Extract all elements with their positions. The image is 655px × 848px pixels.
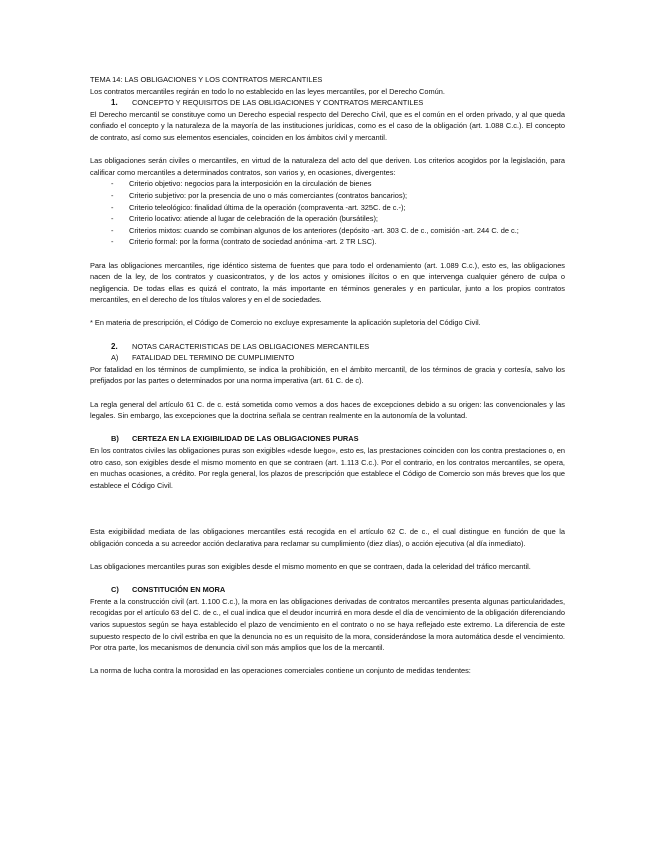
subsection-c-title: CONSTITUCIÓN EN MORA (132, 585, 226, 595)
subsection-b-letter: B) (111, 434, 119, 444)
subsection-b-title: CERTEZA EN LA EXIGIBILIDAD DE LAS OBLIGACIONES PURAS (132, 434, 359, 444)
section-1-paragraph-2: Las obligaciones serán civiles o mercantiles, en virtud de la naturaleza del acto del que deriven. Los criterios acogidos por la legislación, para calificar como mercantiles a determinados contratos, son varios y, en ocasiones, divergentes: (90, 156, 565, 177)
list-item: - Criterio subjetivo: por la presencia de uno o más comerciantes (contratos bancarios); (111, 190, 408, 200)
section-1-title: CONCEPTO Y REQUISITOS DE LAS OBLIGACIONES Y CONTRATOS MERCANTILES (132, 98, 424, 108)
list-item: - Criterio teleológico: finalidad última de la operación (compraventa -art. 325C. de c.-); (111, 202, 406, 212)
list-item: - Criterios mixtos: cuando se combinan algunos de los anteriores (depósito -art. 303 C. de c., comisión -art. 244 C. de c.; (111, 225, 519, 235)
subsection-a-paragraph-1: Por fatalidad en los términos de cumplimiento, se indica la prohibición, en el ámbito mercantil, de los términos de gracia y cortesía, salvo los prefijados por las partes o determinados por una norma imperativa (art. 61 C. de c). (90, 364, 565, 386)
subsection-b-heading (90, 433, 565, 445)
subsection-a-heading (90, 352, 565, 364)
section-2-heading (90, 341, 565, 353)
prescription-note: * En materia de prescripción, el Código de Comercio no excluye expresamente la aplicación supletoria del Código Civil. (90, 318, 481, 328)
section-1-heading (90, 97, 565, 109)
section-2-title: NOTAS CARACTERISTICAS DE LAS OBLIGACIONES MERCANTILES (132, 341, 370, 351)
criterion-text: Criterio subjetivo: por la presencia de uno o más comerciantes (contratos bancarios); (129, 190, 408, 200)
criterion-text: Criterios mixtos: cuando se combinan algunos de los anteriores (depósito -art. 303 C. de c., comisión -art. 244 C. de c.; (129, 225, 519, 235)
criterion-text: Criterio formal: por la forma (contrato de sociedad anónima -art. 2 TR LSC). (129, 237, 377, 247)
subsection-a-title: FATALIDAD DEL TERMINO DE CUMPLIMIENTO (132, 353, 295, 363)
subsection-b-paragraph-3: Las obligaciones mercantiles puras son exigibles desde el mismo momento en que se contraen, dada la celeridad del tráfico mercantil. (90, 561, 531, 571)
subsection-c-paragraph-1: Frente a la construcción civil (art. 1.100 C.c.), la mora en las obligaciones derivadas de contratos mercantiles presenta algunas particularidades, recogidas por el artículo 63 del C. de c., el cual indica que el deudor incurrirá en mora desde el día de vencimiento de la obligación diferenciando varios supuestos según se haya establecido el plazo de vencimiento en el contrato o no se haya reflejado este extremo. La diferencia de este supuesto respecto de lo civil estriba en que la denuncia no es un requisito de la mora, considerándose la mora automática desde el vencimiento. Por otra parte, los mecanismos de denuncia civil son más amplios que los de la mercantil. (90, 596, 565, 653)
document-title: TEMA 14: LAS OBLIGACIONES Y LOS CONTRATOS MERCANTILES (90, 75, 323, 84)
criteria-list (90, 178, 565, 248)
criterion-text: Criterio objetivo: negocios para la interposición en la circulación de bienes (129, 179, 372, 189)
subsection-b-paragraph-2: Esta exigibilidad mediata de las obligaciones mercantiles está recogida en el artículo 62 C. de c., el cual distingue en función de que la obligación conceda a su acreedor acción declarativa para reclamar su cumplimiento (diez días), o acción ejecutiva (al día inmediato). (90, 527, 565, 548)
section-1-paragraph-1: El Derecho mercantil se constituye como un Derecho especial respecto del Derecho Civil, que es el común en el orden privado, y al que queda confiado el concepto y la naturaleza de la mayoría de las instituciones jurídicas, como es el caso de la obligación (art. 1.088 C.c.). El concepto de contrato, así como sus elementos esenciales, coinciden en los ámbitos civil y mercantil. (90, 109, 565, 142)
document-body (90, 74, 565, 677)
list-item: - Criterio objetivo: negocios para la interposición en la circulación de bienes (111, 179, 372, 189)
subsection-c-letter: C) (111, 585, 119, 595)
list-item: - Criterio formal: por la forma (contrato de sociedad anónima -art. 2 TR LSC). (111, 237, 377, 247)
criterion-text: Criterio locativo: atiende al lugar de celebración de la operación (bursátiles); (129, 214, 378, 224)
subsection-a-letter: A) (111, 353, 119, 363)
subsection-b-paragraph-1: En los contratos civiles las obligaciones puras son exigibles «desde luego», esto es, las prestaciones coinciden con los contra prestaciones o, en otro caso, son exigibles desde el mismo momento en que se contraen (art. 1.113 C.c.). Por el contrario, en los contratos mercantiles, se opera, en muchas ocasiones, a crédito. Por regla general, los plazos de prescripción que establece el Código de Comercio son más breves que los que establece el Código Civil. (90, 446, 565, 490)
subsection-c-heading (90, 584, 565, 596)
criterion-text: Criterio teleológico: finalidad última de la operación (compraventa -art. 325C. de c.-); (129, 202, 406, 212)
section-1-paragraph-3: Para las obligaciones mercantiles, rige idéntico sistema de fuentes que para todo el ordenamiento (art. 1.089 C.c.), esto es, las obligaciones nacen de la ley, de los contratos y cuasicontratos, y de los actos y omisiones ilícitos o en que intervenga cualquier género de culpa o negligencia. De todas ellas es quizá el contrato, la más importante en términos generales y en particular, junto a los propios contratos mercantiles, en el derecho de los títulos valores y en el de sociedades. (90, 260, 565, 305)
subsection-c-paragraph-2: La norma de lucha contra la morosidad en las operaciones comerciales contiene un conjunto de medidas tendentes: (90, 666, 471, 676)
subsection-a-paragraph-2: La regla general del artículo 61 C. de c. está sometida como vemos a dos haces de excepciones debido a su origen: las convencionales y las legales. Sin embargo, las excepciones que la doctrina señala se centran realmente en la autonomía de la voluntad. (90, 399, 565, 421)
section-1-number: 1. (111, 98, 118, 108)
list-item: - Criterio locativo: atiende al lugar de celebración de la operación (bursátiles); (111, 214, 378, 224)
intro-paragraph: Los contratos mercantiles regirán en todo lo no establecido en las leyes mercantiles, por el Derecho Común. (90, 86, 445, 96)
section-2-number: 2. (111, 341, 118, 351)
